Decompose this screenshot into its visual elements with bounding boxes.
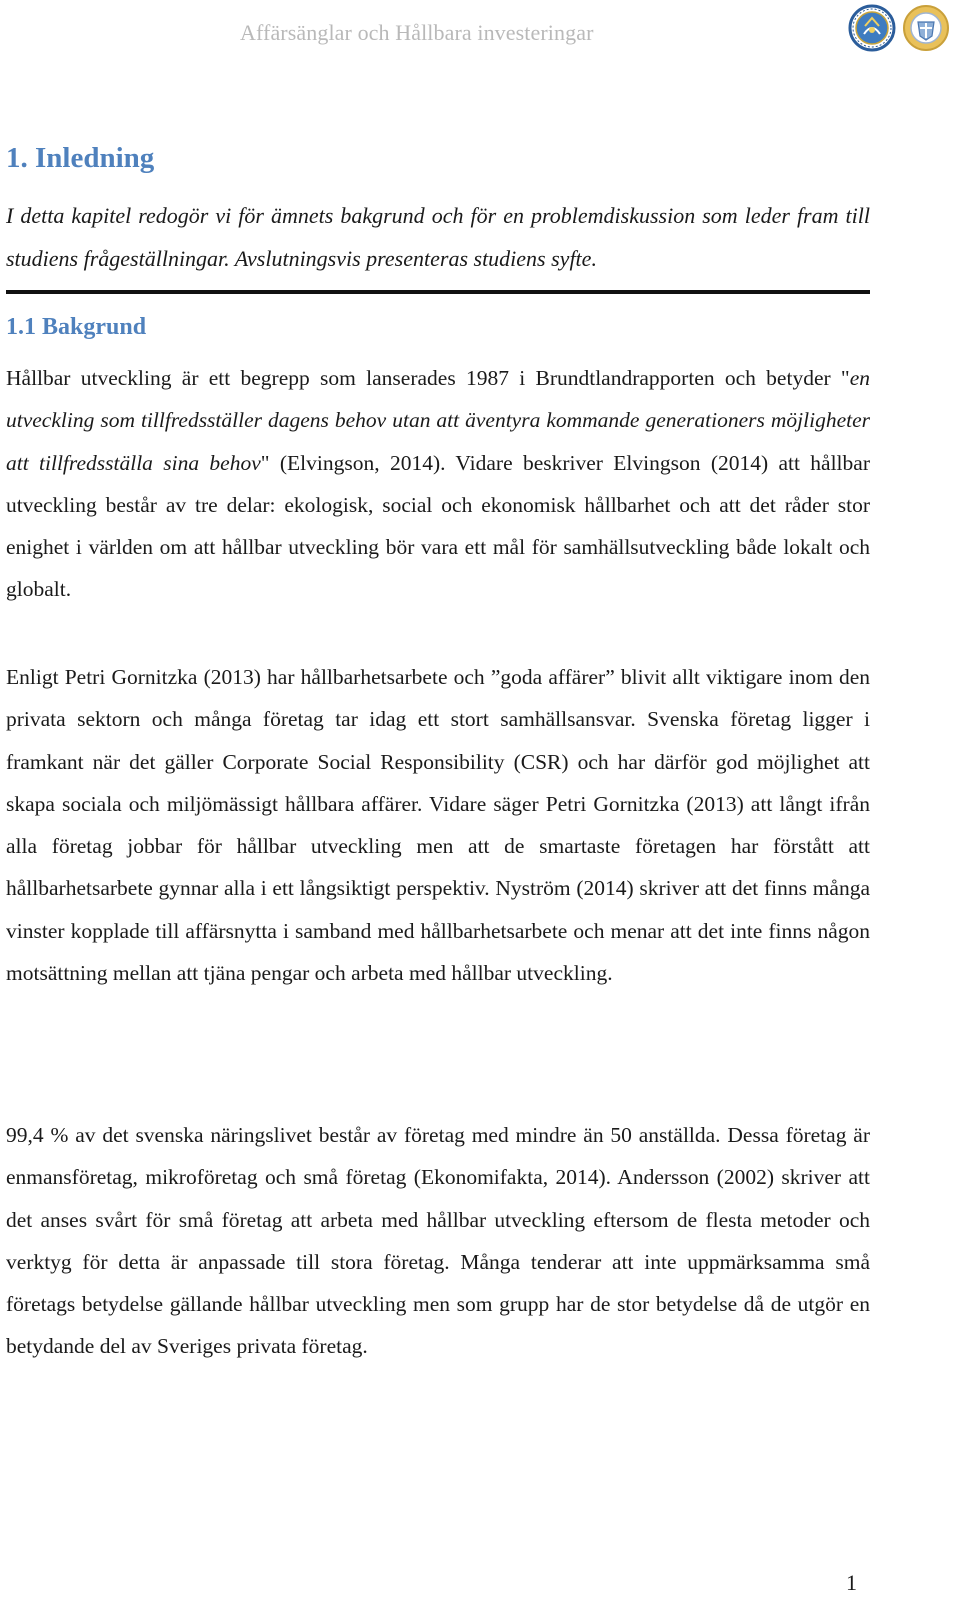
chapter-heading: 1. Inledning xyxy=(6,142,155,174)
paragraph-small-business: 99,4 % av det svenska näringslivet består av företag med mindre än 50 anställda. Dessa företag är enmansföretag, mikroföretag och små företag (Ekonomifakta, 2014). Andersson (2002) skriver att det anses svårt för små företag att arbeta med hållbar utveckling eftersom de flesta metoder och verktyg för detta är anpassade till stora företag. Många tenderar att inte uppmärksamma små företags betydelse gällande hållbar utveckling men som grupp har de stor betydelse då de utgör en betydande del av Sveriges privata företag. xyxy=(6,1123,870,1359)
university-seal-icon xyxy=(848,4,896,52)
paragraph-text: " (Elvingson, 2014). Vidare beskriver Elvingson (2014) att hållbar utveckling består av tre delar: ekologisk, social och ekonomisk hållbarhet och att det råder stor enighet i världen om att hållbar utveckling bör vara ett mål för samhällsutveckling både lokalt och globalt. xyxy=(6,450,870,602)
paragraph-background xyxy=(6,357,870,611)
paragraph-csr: Enligt Petri Gornitzka (2013) har hållbarhetsarbete och ”goda affärer” blivit allt viktigare inom den privata sektorn och många företag tar idag ett stort samhällsansvar. Svenska företag ligger i framkant när det gäller Corporate Social Responsibility (CSR) och har därför god möjlighet att skapa sociala och miljömässigt hållbara affärer. Vidare säger Petri Gornitzka (2013) att långt ifrån alla företag jobbar för hållbar utveckling men att de smartaste företagen har förstått att hållbarhetsarbete gynnar alla i ett långsiktigt perspektiv. Nyström (2014) skriver att det finns många vinster kopplade till affärsnytta i samband med hållbarhetsarbete och menar att det inte finns någon motsättning mellan att tjäna pengar och arbeta med hållbar utveckling. xyxy=(6,665,870,986)
section-heading: 1.1 Bakgrund xyxy=(6,314,147,340)
page-number: 1 xyxy=(846,1570,857,1595)
running-header: Affärsänglar och Hållbara investeringar xyxy=(240,20,594,45)
brundtland-quote: en utveckling som tillfredsställer dagens behov utan att äventyra kommande generationers möjligheter att tillfredsställa sina behov xyxy=(6,366,870,475)
heading-divider xyxy=(6,290,870,294)
paragraph-text: Hållbar utveckling är ett begrepp som lanserades 1987 i Brundtlandrapporten och betyder " xyxy=(6,366,850,390)
chapter-intro: I detta kapitel redogör vi för ämnets bakgrund och för en problemdiskussion som leder fram till studiens frågeställningar. Avslutningsvis presenteras studiens syfte. xyxy=(6,203,870,271)
header-logos xyxy=(848,4,950,52)
school-crest-icon xyxy=(902,4,950,52)
